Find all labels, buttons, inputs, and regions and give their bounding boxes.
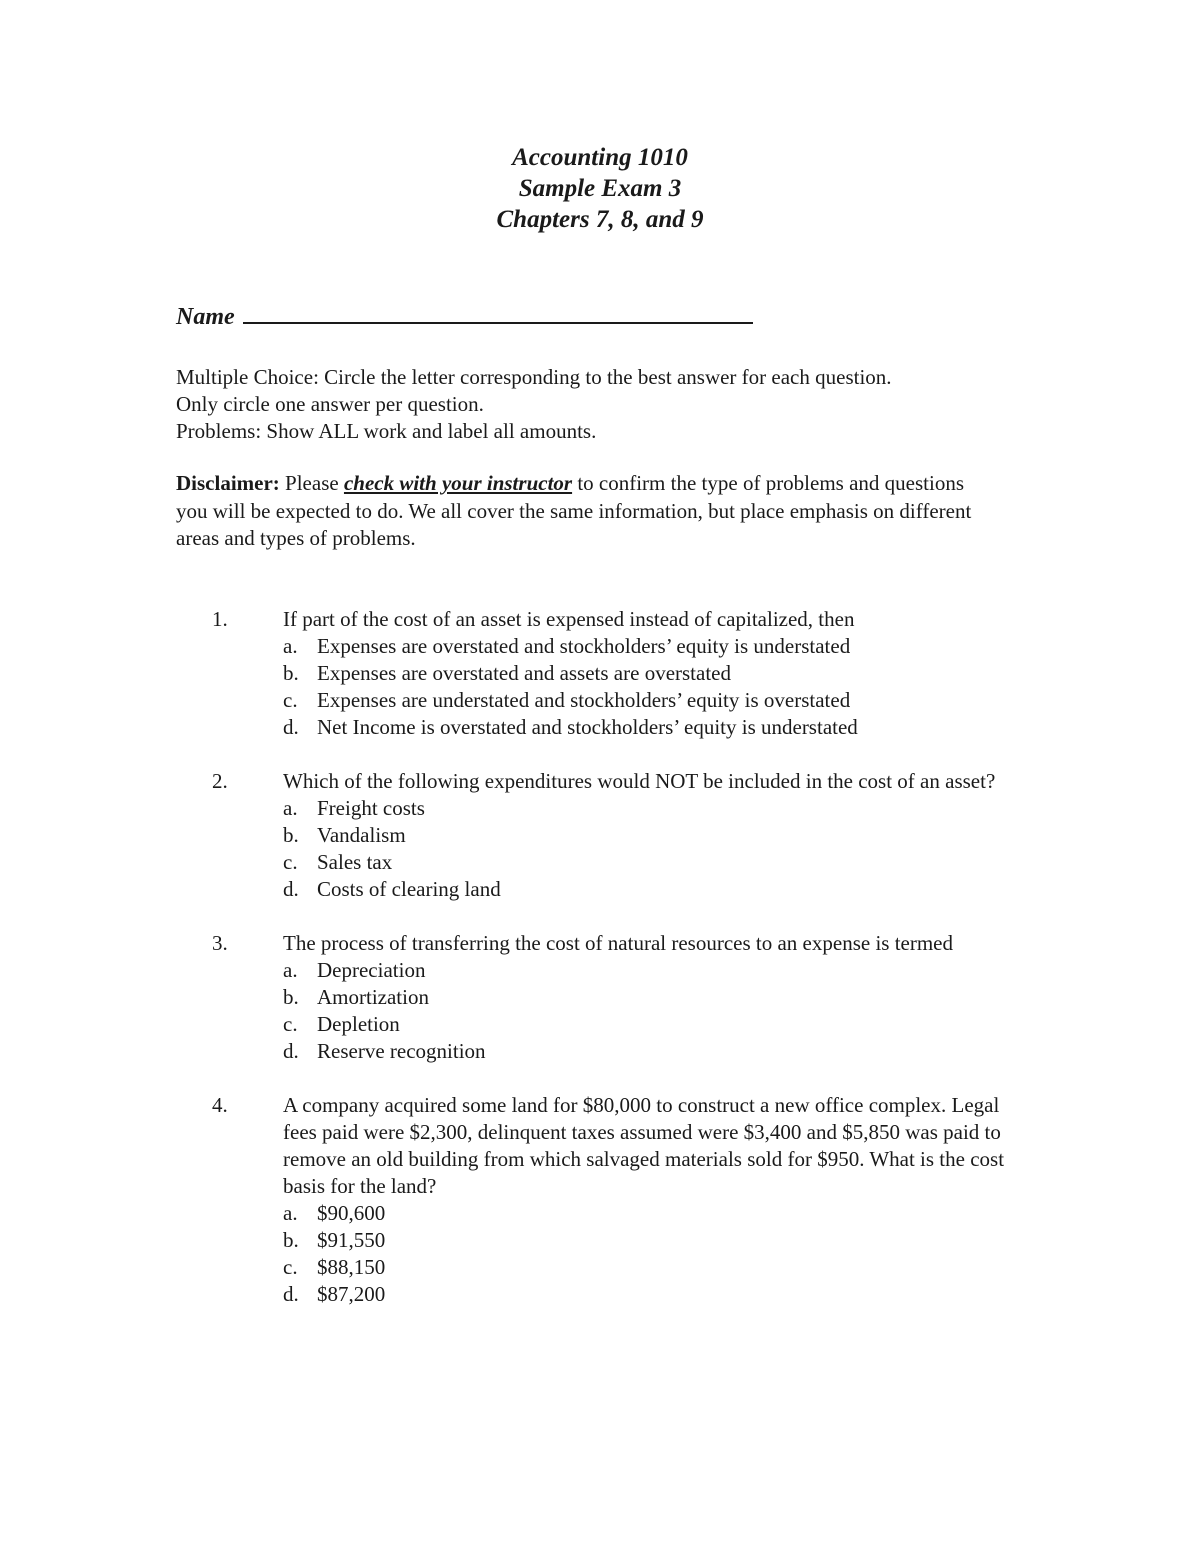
option-letter: a. — [283, 634, 298, 658]
option-letter: a. — [283, 1201, 298, 1225]
question-number: 1. — [212, 607, 228, 631]
option-text: Expenses are understated and stockholders’ equity is overstated — [317, 688, 851, 712]
question-1 — [0, 606, 1200, 741]
answer-option[interactable] — [283, 876, 1200, 903]
option-text: Vandalism — [317, 823, 406, 847]
option-letter: b. — [283, 985, 299, 1009]
instructions — [176, 364, 1036, 445]
option-text: $88,150 — [317, 1255, 386, 1279]
question-3 — [0, 930, 1200, 1065]
answer-option[interactable] — [283, 1281, 1200, 1308]
option-text: Freight costs — [317, 796, 425, 820]
question-text: Which of the following expenditures would NOT be included in the cost of an asset? — [283, 769, 996, 793]
exam-title: Sample Exam 3 — [518, 175, 682, 202]
question-text: A company acquired some land for $80,000 to construct a new office complex. Legal fees paid were $2,300, delinquent taxes assumed were $3,400 and $5,850 was paid to remove an old building from which salvaged materials sold for $950. What is the cost basis for the land? — [283, 1093, 1005, 1198]
name-blank-line — [243, 300, 753, 324]
option-text: Net Income is overstated and stockholders’ equity is understated — [317, 715, 858, 739]
option-text: Amortization — [317, 985, 429, 1009]
disclaimer-emphasis: check with your instructor — [343, 471, 573, 495]
option-letter: d. — [283, 877, 299, 901]
answer-option[interactable] — [283, 660, 1200, 687]
option-letter: c. — [283, 1012, 298, 1036]
chapters-title: Chapters 7, 8, and 9 — [496, 206, 704, 233]
answer-options — [0, 957, 1200, 1065]
answer-option[interactable] — [283, 1038, 1200, 1065]
disclaimer-before: Please — [279, 471, 344, 495]
option-letter: a. — [283, 796, 298, 820]
option-text: Reserve recognition — [317, 1039, 486, 1063]
question-text: If part of the cost of an asset is expensed instead of capitalized, then — [283, 607, 855, 631]
answer-option[interactable] — [283, 1254, 1200, 1281]
option-text: Depletion — [317, 1012, 400, 1036]
answer-option[interactable] — [283, 714, 1200, 741]
instruction-multiple-choice: Multiple Choice: Circle the letter corresponding to the best answer for each question. — [176, 365, 892, 389]
option-text: $90,600 — [317, 1201, 386, 1225]
option-text: Sales tax — [317, 850, 393, 874]
answer-options — [0, 795, 1200, 903]
option-text: Expenses are overstated and assets are overstated — [317, 661, 731, 685]
option-letter: b. — [283, 661, 299, 685]
option-letter: c. — [283, 688, 298, 712]
question-number: 4. — [212, 1093, 228, 1117]
answer-options — [0, 1200, 1200, 1308]
name-row — [176, 300, 753, 331]
option-letter: b. — [283, 823, 299, 847]
question-text: The process of transferring the cost of natural resources to an expense is termed — [283, 931, 954, 955]
instruction-one-answer: Only circle one answer per question. — [176, 392, 484, 416]
answer-option[interactable] — [283, 687, 1200, 714]
option-letter: b. — [283, 1228, 299, 1252]
course-title: Accounting 1010 — [512, 144, 688, 171]
option-letter: d. — [283, 1282, 299, 1306]
question-4 — [0, 1092, 1200, 1308]
option-text: $91,550 — [317, 1228, 386, 1252]
answer-option[interactable] — [283, 984, 1200, 1011]
answer-option[interactable] — [283, 1227, 1200, 1254]
option-text: Depreciation — [317, 958, 426, 982]
answer-option[interactable] — [283, 1011, 1200, 1038]
exam-header — [0, 142, 1200, 235]
answer-option[interactable] — [283, 795, 1200, 822]
option-letter: c. — [283, 850, 298, 874]
option-letter: c. — [283, 1255, 298, 1279]
question-number: 3. — [212, 931, 228, 955]
option-text: $87,200 — [317, 1282, 386, 1306]
disclaimer-label: Disclaimer: — [176, 471, 280, 495]
question-2 — [0, 768, 1200, 903]
option-letter: a. — [283, 958, 298, 982]
name-label: Name — [176, 304, 235, 330]
answer-options — [0, 633, 1200, 741]
answer-option[interactable] — [283, 957, 1200, 984]
instruction-problems: Problems: Show ALL work and label all amounts. — [176, 419, 597, 443]
question-number: 2. — [212, 769, 228, 793]
option-text: Expenses are overstated and stockholders’ equity is understated — [317, 634, 851, 658]
option-letter: d. — [283, 715, 299, 739]
answer-option[interactable] — [283, 822, 1200, 849]
answer-option[interactable] — [283, 849, 1200, 876]
disclaimer — [176, 470, 996, 553]
disclaimer-after: to confirm the type of problems and questions you will be expected to do. We all cover the same information, but place emphasis on different areas and types of problems. — [176, 471, 972, 550]
option-letter: d. — [283, 1039, 299, 1063]
option-text: Costs of clearing land — [317, 877, 501, 901]
answer-option[interactable] — [283, 1200, 1200, 1227]
answer-option[interactable] — [283, 633, 1200, 660]
question-list — [0, 606, 1200, 1335]
